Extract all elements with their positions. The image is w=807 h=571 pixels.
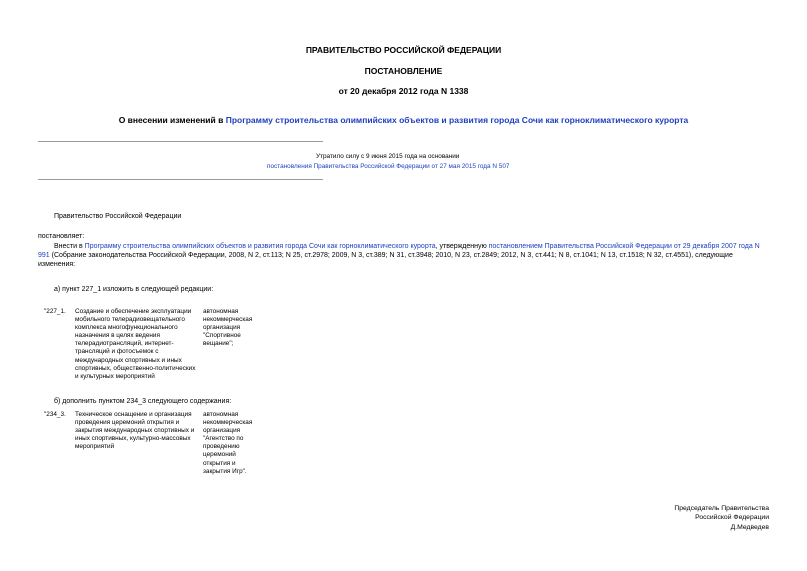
signature-title-1: Председатель Правительства xyxy=(674,505,769,512)
signature-title-2: Российской Федерации xyxy=(695,514,769,522)
government-line: Правительство Российской Федерации xyxy=(54,213,182,220)
program-link[interactable]: Программу строительства олимпийских объектов и развития города Сочи как горноклиматического курорта xyxy=(225,115,689,125)
p1-text-a: Внести в xyxy=(54,243,85,250)
row2-organization: автономная некоммерческая организация "Агентство по проведению церемоний открытия и закрытия Игр". xyxy=(203,411,253,475)
decree-991-link[interactable]: постановлением Правительства Российской Федерации от 29 декабря 2007 года N 991 xyxy=(38,243,760,260)
document-date-number: от 20 декабря 2012 года N 1338 xyxy=(338,86,469,96)
p1-text-b: , утвержденную xyxy=(435,243,489,250)
document-title xyxy=(0,115,807,125)
item-b: б) дополнить пунктом 234_3 следующего содержания: xyxy=(54,398,232,405)
item-a: а) пункт 227_1 изложить в следующей редакции: xyxy=(54,286,214,293)
repeal-decree-link[interactable]: постановления Правительства Российской Федерации от 27 мая 2015 года N 507 xyxy=(267,163,510,170)
signature-block xyxy=(674,504,769,532)
signature-name: Д.Медведев xyxy=(730,523,769,531)
p1-text-c: (Собрание законодательства Российской Федерации, 2008, N 2, ст.113; N 25, ст.2978; 2009, N 3, ст.389; N 31, ст.3948; 2010, N 23, ст.2849; 2012, N 3, ст.441; N 8, ст.1041; N 13, ст.1518; N 32, ст.4551), следующие изменения: xyxy=(38,252,733,269)
top-divider xyxy=(38,141,323,142)
program-link-inline[interactable]: Программу строительства олимпийских объектов и развития города Сочи как горноклиматического курорта xyxy=(84,243,436,250)
row2-number: "234_3. xyxy=(44,411,66,418)
repeal-note: Утратило силу с 9 июня 2015 года на основании xyxy=(316,153,460,160)
main-paragraph xyxy=(38,242,770,270)
title-prefix: О внесении изменений в xyxy=(118,115,226,125)
row1-number: "227_1. xyxy=(44,308,66,315)
row1-description: Создание и обеспечение эксплуатации мобильного телерадиовещательного комплекса многофункционального назначения в целях ведения телерадиотрансляций, интернет-трансляций и фотосъемок с международных спортивных и иных спортивных, общественно-политических и культурных мероприятий xyxy=(75,308,196,380)
row2-description: Техническое оснащение и организация проведения церемоний открытия и закрытия международных спортивных и иных спортивных, культурно-массовых мероприятий xyxy=(75,411,195,451)
decrees-line: постановляет: xyxy=(38,233,85,240)
government-heading: ПРАВИТЕЛЬСТВО РОССИЙСКОЙ ФЕДЕРАЦИИ xyxy=(305,45,502,55)
bottom-divider xyxy=(38,179,323,180)
row1-organization: автономная некоммерческая организация "Спортивное вещание"; xyxy=(203,308,253,348)
document-type: ПОСТАНОВЛЕНИЕ xyxy=(364,66,443,76)
